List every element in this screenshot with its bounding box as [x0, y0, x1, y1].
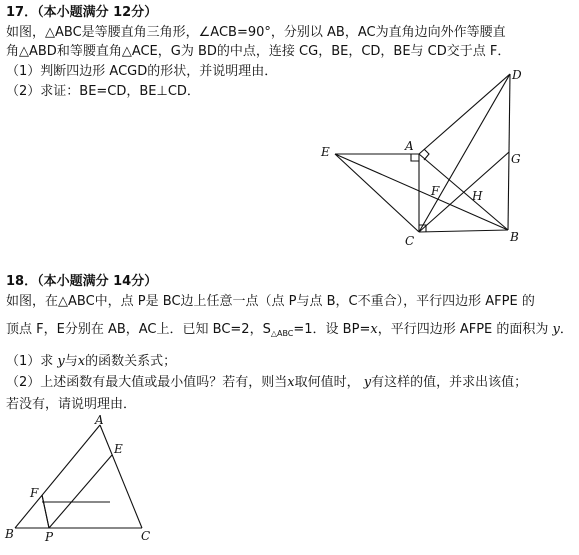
label-c: C	[141, 529, 151, 543]
label-e: E	[114, 442, 123, 456]
segment-fp-parallel	[42, 495, 49, 528]
problem18-question2: （2）上述函数有最大值或最小值吗？若有，则当x取何值时， y有这样的值，并求出该值；	[6, 375, 528, 390]
segment-pe	[49, 455, 112, 528]
label-h: H	[472, 189, 483, 203]
problem17-question1: （1）判断四边形 ACGD的形状，并说明理由．	[6, 64, 278, 79]
problem17-header: 17．（本小题满分 12分）	[6, 5, 158, 20]
label-d: D	[512, 68, 522, 82]
label-g: G	[511, 152, 521, 166]
problem18-question3: 若没有，请说明理由．	[6, 397, 137, 412]
label-b: B	[5, 527, 14, 541]
problem18-statement-line2: 顶点 F，E分别在 AB，AC上．已知 BC=2，$S_{\triangle ABC}=1$．设 BP=x，平行四边形 AFPE 的面积为 y．	[6, 322, 573, 338]
label-a: A	[95, 413, 104, 427]
problem18-question1: （1）求 y与x的函数关系式；	[6, 354, 177, 369]
segment-ab	[15, 425, 100, 528]
problem18-header: 18．（本小题满分 14分）	[6, 274, 158, 289]
label-p: P	[45, 530, 54, 544]
problem17-question2: （2）求证：BE=CD，BE⊥CD．	[6, 84, 200, 99]
problem18-statement-line1: 如图，在△ABC中，点 P是 BC边上任意一点（点 P与点 B，C不重合），平行四边形 AFPE 的	[6, 294, 535, 309]
label-b: B	[510, 230, 519, 244]
label-c: C	[405, 234, 415, 248]
segment-ac	[100, 425, 142, 528]
problem17-statement-line1: 如图，△ABC是等腰直角三角形，∠ACB=90°，分别以 AB，AC为直角边向外作等腰直	[6, 25, 506, 40]
label-f: F	[431, 184, 440, 198]
label-a: A	[405, 139, 414, 153]
label-e: E	[321, 145, 330, 159]
problem17-statement-line2: 角△ABD和等腰直角△ACE，G为 BD的中点，连接 CG，BE，CD，BE与 CD交于点 F．	[6, 44, 511, 59]
label-f: F	[30, 486, 39, 500]
